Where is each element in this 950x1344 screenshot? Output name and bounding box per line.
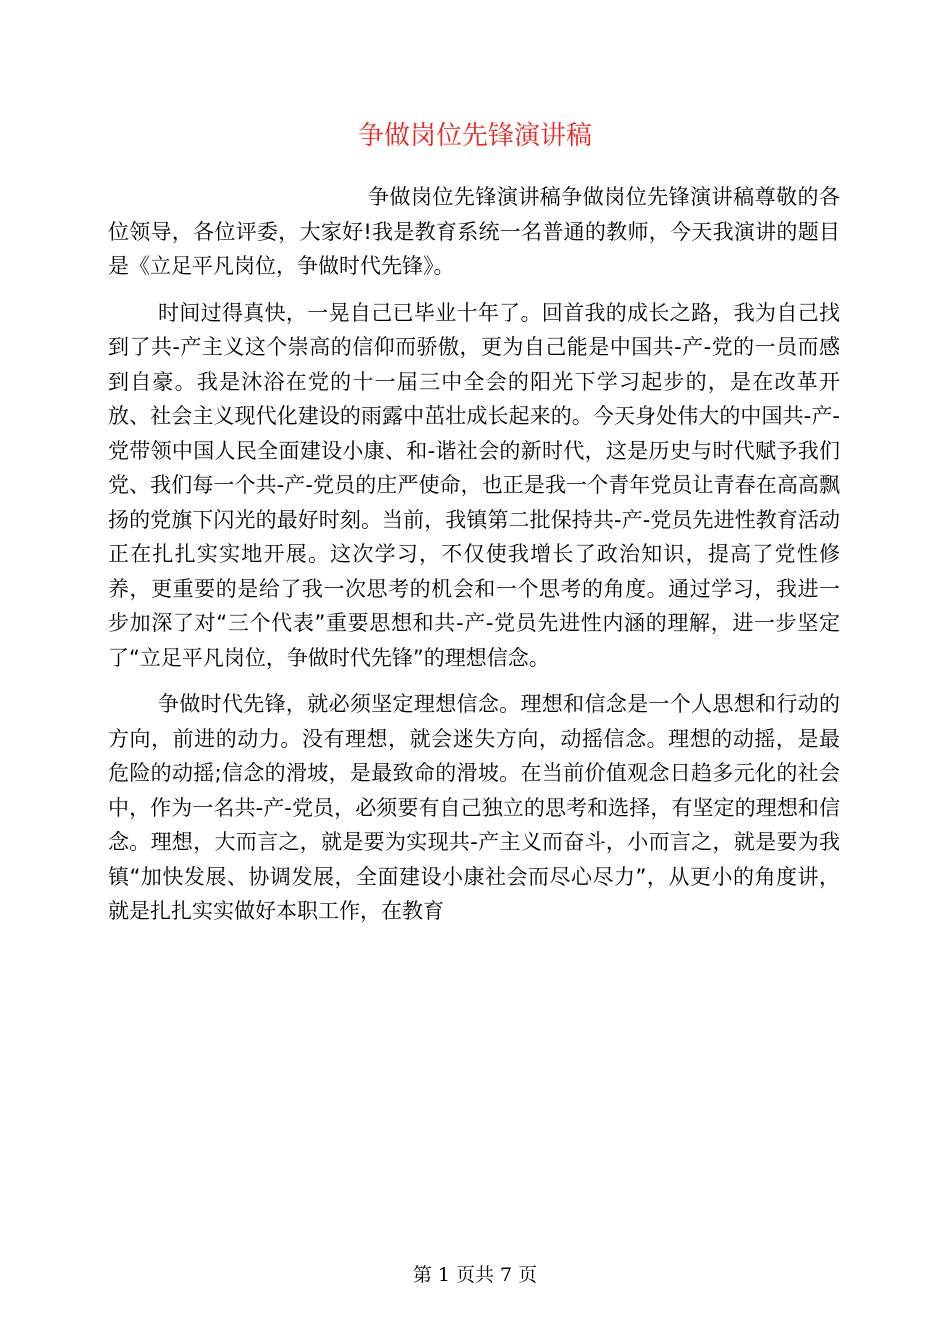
page-number: 第 1 页共 7 页 (412, 1264, 538, 1286)
paragraph-ideals: 争做时代先锋，就必须坚定理想信念。理想和信念是一个人思想和行动的方向，前进的动力。没有理想，就会迷失方向，动摇信念。理想的动摇，是最危险的动摇;信念的滑坡，是最致命的滑坡。在当前价值观念日趋多元化的社会中，作为一名共-产-党员，必须要有自己独立的思考和选择，有坚定的理想和信念。理想，大而言之，就是要为实现共-产主义而奋斗，小而言之，就是要为我镇“加快发展、协调发展，全面建设小康社会而尽心尽力”，从更小的角度讲，就是扎扎实实做好本职工作，在教育 (108, 692, 840, 923)
document-title: 争做岗位先锋演讲稿 (357, 121, 592, 151)
paragraph-greeting: 争做岗位先锋演讲稿争做岗位先锋演讲稿尊敬的各位领导，各位评委，大家好!我是教育系统一名普通的教师，今天我演讲的题目是《立足平凡岗位，争做时代先锋》。 (108, 185, 840, 278)
document-body (108, 180, 840, 929)
paragraph-reflection: 时间过得真快，一晃自己已毕业十年了。回首我的成长之路，我为自己找到了共-产主义这个崇高的信仰而骄傲，更为自己能是中国共-产-党的一员而感到自豪。我是沐浴在党的十一届三中全会的阳光下学习起步的，是在改革开放、社会主义现代化建设的雨露中茁壮成长起来的。今天身处伟大的中国共-产-党带领中国人民全面建设小康、和-谐社会的新时代，这是历史与时代赋予我们党、我们每一个共-产-党员的庄严使命，也正是我一个青年党员让青春在高高飘扬的党旗下闪光的最好时刻。当前，我镇第二批保持共-产-党员先进性教育活动正在扎扎实实地开展。这次学习，不仅使我增长了政治知识，提高了党性修养，更重要的是给了我一次思考的机会和一个思考的角度。通过学习，我进一步加深了对“三个代表”重要思想和共-产-党员先进性内涵的理解，进一步坚定了“立足平凡岗位，争做时代先锋”的理想信念。 (108, 300, 840, 670)
